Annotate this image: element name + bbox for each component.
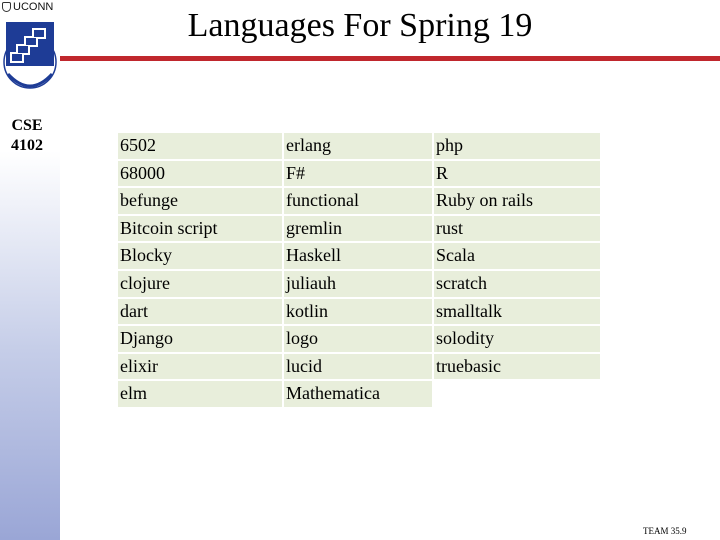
table-cell: gremlin (284, 216, 432, 242)
table-cell: juliauh (284, 271, 432, 297)
table-cell: elixir (118, 354, 282, 380)
table-cell: php (434, 133, 600, 159)
course-code-line1: CSE (11, 117, 43, 134)
table-cell: functional (284, 188, 432, 214)
table-cell: clojure (118, 271, 282, 297)
table-cell: 6502 (118, 133, 282, 159)
cse-logo-icon (2, 18, 58, 102)
table-cell: Scala (434, 243, 600, 269)
table-cell: Blocky (118, 243, 282, 269)
table-cell: rust (434, 216, 600, 242)
table-cell: smalltalk (434, 299, 600, 325)
table-cell: scratch (434, 271, 600, 297)
table-cell: Haskell (284, 243, 432, 269)
languages-table (118, 133, 600, 407)
footer-text: TEAM 35.9 (643, 526, 687, 536)
table-cell: Ruby on rails (434, 188, 600, 214)
table-cell: Mathematica (284, 381, 432, 407)
table-cell: erlang (284, 133, 432, 159)
table-cell: logo (284, 326, 432, 352)
uconn-seal-icon (2, 2, 11, 12)
title-divider (60, 56, 720, 61)
table-cell: lucid (284, 354, 432, 380)
table-cell: dart (118, 299, 282, 325)
course-code-line2: 4102 (11, 137, 43, 154)
uconn-wordmark (2, 1, 53, 13)
table-cell (434, 381, 600, 407)
table-cell: elm (118, 381, 282, 407)
uconn-name: UCONN (13, 1, 54, 13)
table-cell: truebasic (434, 354, 600, 380)
table-cell: 68000 (118, 161, 282, 187)
table-cell: solodity (434, 326, 600, 352)
course-code (2, 116, 52, 156)
table-cell: F# (284, 161, 432, 187)
table-cell: befunge (118, 188, 282, 214)
table-cell: Bitcoin script (118, 216, 282, 242)
table-cell: kotlin (284, 299, 432, 325)
table-cell: Django (118, 326, 282, 352)
table-cell: R (434, 161, 600, 187)
slide-title: Languages For Spring 19 (187, 7, 533, 44)
